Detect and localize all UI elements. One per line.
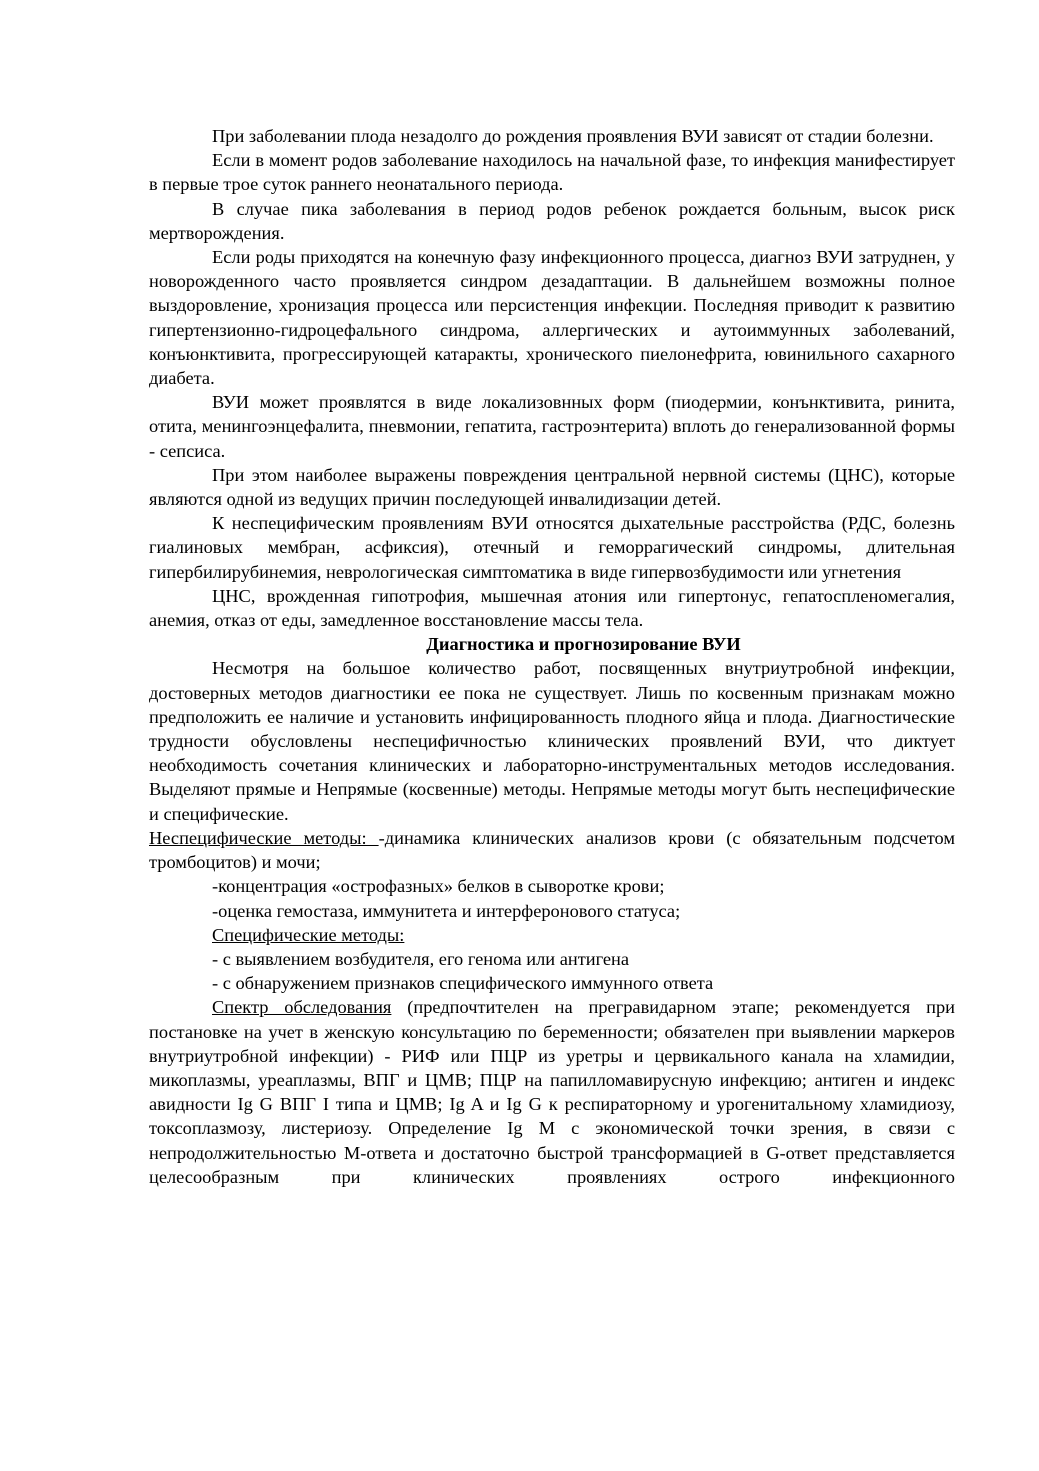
list-item: -оценка гемостаза, иммунитета и интерферонового статуса; — [212, 900, 681, 921]
spectrum-text: (предпочтителен на прегравидарном этапе; рекомендуется при постановке на учет в женскую консультацию по беременности; обязателен при выявлении маркеров внутриутробной инфекции) - РИФ или ПЦР из уретры и цервикального канала на хламидии, микоплазмы, уреаплазмы, ВПГ и ЦМВ; ПЦР на папилломавирусную инфекцию; антиген и индекс авидности Ig G ВПГ I типа и ЦМВ; Ig A и Ig G к респираторному и урогенитальному хламидиозу, токсоплазмозу, листериозу. Определение Ig M с экономической точки зрения, в связи с непродолжительностью М-ответа и достаточно быстрой трансформацией в G-ответ представляется целесообразным при клинических проявлениях острого инфекционного — [149, 997, 955, 1187]
nonspecific-methods-text: -динамика клинических анализов крови (с обязательным подсчетом тромбоцитов) и мочи; — [149, 827, 956, 873]
paragraph: ЦНС, врожденная гипотрофия, мышечная атония или гипертонус, гепатоспленомегалия, анемия, отказ от еды, замедленное восстановление массы тела. — [149, 585, 955, 631]
paragraph: При этом наиболее выражены повреждения центральной нервной системы (ЦНС), которые являются одной из ведущих причин последующей инвалидизации детей. — [149, 464, 955, 510]
document-body — [149, 124, 955, 1189]
paragraph: При заболевании плода незадолго до рождения проявления ВУИ зависят от стадии болезни. — [212, 126, 934, 146]
nonspecific-methods-label: Неспецифические методы: — [149, 827, 379, 848]
spectrum-paragraph — [149, 995, 955, 1189]
list-item: - с обнаружением признаков специфического иммунного ответа — [212, 973, 714, 994]
paragraph: К неспецифическим проявлениям ВУИ относятся дыхательные расстройства (РДС, болезнь гиалиновых мембран, асфиксия), отечный и геморрагический синдромы, длительная гипербилирубинемия, неврологическая симптоматика в виде гипервозбудимости или угнетения — [149, 513, 955, 582]
nonspecific-methods-paragraph — [149, 826, 955, 874]
paragraph: В случае пика заболевания в период родов ребенок рождается больным, высок риск мертворождения. — [149, 198, 955, 243]
specific-methods-label: Специфические методы: — [212, 924, 405, 945]
paragraph: Если роды приходятся на конечную фазу инфекционного процесса, диагноз ВУИ затруднен, у новорожденного часто проявляется синдром дезадаптации. В дальнейшем возможны полное выздоровление, хронизация процесса или персистенция инфекции. Последняя приводит к развитию гипертензионно-гидроцефального синдрома, аллергических и аутоиммунных заболеваний, конъюнктивита, прогрессирующей катаракты, хронического пиелонефрита, ювинильного сахарного диабета. — [149, 247, 955, 389]
list-item: -концентрация «острофазных» белков в сыворотке крови; — [212, 876, 665, 897]
list-item: - с выявлением возбудителя, его генома или антигена — [212, 948, 630, 969]
spectrum-label: Спектр обследования — [212, 997, 392, 1018]
paragraph: ВУИ может проявлятся в виде локализовнных форм (пиодермии, конънктивита, ринита, отита, менингоэнцефалита, пневмонии, гепатита, гастроэнтерита) вплоть до генерализованной формы - сепсиса. — [149, 392, 955, 461]
paragraph: Если в момент родов заболевание находилось на начальной фазе, то инфекция манифестирует в первые трое суток раннего неонатального периода. — [149, 150, 955, 195]
section-heading: Диагностика и прогнозирование ВУИ — [426, 634, 741, 655]
paragraph: Несмотря на большое количество работ, посвященных внутриутробной инфекции, достоверных методов диагностики ее пока не существует. Лишь по косвенным признакам можно предположить ее наличие и установить инфицированность плодного яйца и плода. Диагностические трудности обусловлены неспецифичностью клинических проявлений ВУИ, что диктует необходимость сочетания клинических и лабораторно-инструментальных методов исследования. Выделяют прямые и Непрямые (косвенные) методы. Непрямые методы могут быть неспецифические и специфические. — [149, 658, 955, 824]
